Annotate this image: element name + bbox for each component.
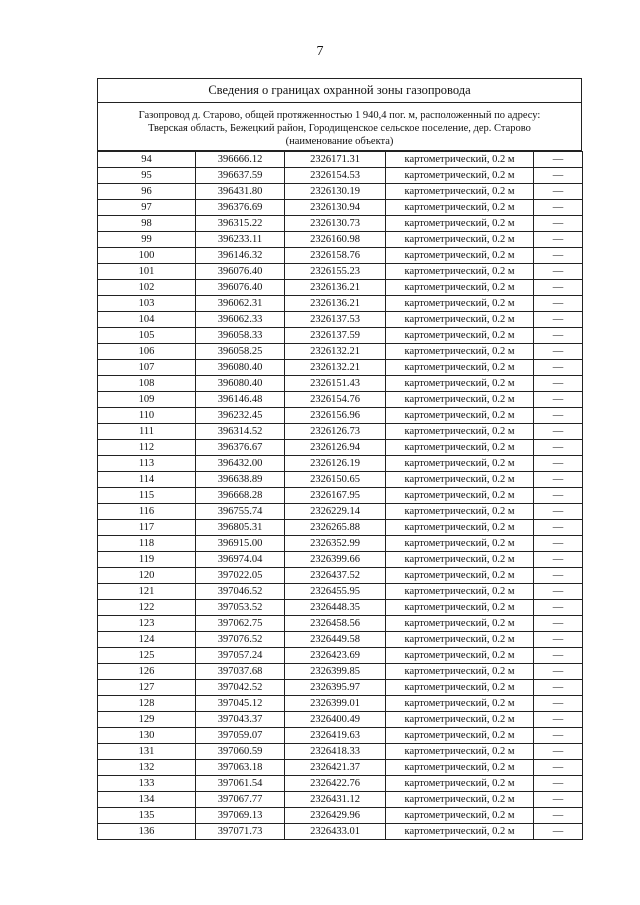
table-row: [98, 392, 583, 408]
point-number-cell: 104: [98, 312, 196, 328]
point-number-cell: 130: [98, 728, 196, 744]
y-coordinate-cell: 2326448.35: [285, 600, 386, 616]
description-line-2: Тверская область, Бежецкий район, Городищенское сельское поселение, дер. Старово: [148, 123, 531, 134]
x-coordinate-cell: 397046.52: [196, 584, 285, 600]
y-coordinate-cell: 2326265.88: [285, 520, 386, 536]
method-accuracy-cell: картометрический, 0.2 м: [386, 296, 534, 312]
point-number-cell: 131: [98, 744, 196, 760]
table-row: [98, 488, 583, 504]
table-row: [98, 312, 583, 328]
method-accuracy-cell: картометрический, 0.2 м: [386, 360, 534, 376]
x-coordinate-cell: 396058.25: [196, 344, 285, 360]
point-number-cell: 116: [98, 504, 196, 520]
y-coordinate-cell: 2326455.95: [285, 584, 386, 600]
table-row: [98, 456, 583, 472]
table-row: [98, 728, 583, 744]
description-caption: (наименование объекта): [285, 136, 394, 147]
note-cell: —: [534, 600, 583, 616]
object-description: [97, 103, 582, 151]
note-cell: —: [534, 584, 583, 600]
document-title: Сведения о границах охранной зоны газопровода: [97, 78, 582, 103]
table-row: [98, 504, 583, 520]
note-cell: —: [534, 744, 583, 760]
x-coordinate-cell: 397022.05: [196, 568, 285, 584]
note-cell: —: [534, 152, 583, 168]
point-number-cell: 94: [98, 152, 196, 168]
table-row: [98, 792, 583, 808]
method-accuracy-cell: картометрический, 0.2 м: [386, 648, 534, 664]
x-coordinate-cell: 396666.12: [196, 152, 285, 168]
method-accuracy-cell: картометрический, 0.2 м: [386, 424, 534, 440]
point-number-cell: 103: [98, 296, 196, 312]
point-number-cell: 120: [98, 568, 196, 584]
y-coordinate-cell: 2326151.43: [285, 376, 386, 392]
table-row: [98, 360, 583, 376]
method-accuracy-cell: картометрический, 0.2 м: [386, 664, 534, 680]
point-number-cell: 128: [98, 696, 196, 712]
table-row: [98, 200, 583, 216]
description-line-1: Газопровод д. Старово, общей протяженностью 1 940,4 пог. м, расположенный по адресу:: [138, 110, 541, 121]
point-number-cell: 106: [98, 344, 196, 360]
table-row: [98, 616, 583, 632]
y-coordinate-cell: 2326421.37: [285, 760, 386, 776]
method-accuracy-cell: картометрический, 0.2 м: [386, 504, 534, 520]
table-row: [98, 376, 583, 392]
x-coordinate-cell: 396233.11: [196, 232, 285, 248]
x-coordinate-cell: 397062.75: [196, 616, 285, 632]
note-cell: —: [534, 408, 583, 424]
method-accuracy-cell: картометрический, 0.2 м: [386, 552, 534, 568]
y-coordinate-cell: 2326158.76: [285, 248, 386, 264]
note-cell: —: [534, 424, 583, 440]
method-accuracy-cell: картометрический, 0.2 м: [386, 680, 534, 696]
point-number-cell: 134: [98, 792, 196, 808]
y-coordinate-cell: 2326399.01: [285, 696, 386, 712]
note-cell: —: [534, 680, 583, 696]
y-coordinate-cell: 2326399.85: [285, 664, 386, 680]
y-coordinate-cell: 2326155.23: [285, 264, 386, 280]
note-cell: —: [534, 568, 583, 584]
note-cell: —: [534, 520, 583, 536]
note-cell: —: [534, 536, 583, 552]
note-cell: —: [534, 648, 583, 664]
table-row: [98, 808, 583, 824]
method-accuracy-cell: картометрический, 0.2 м: [386, 168, 534, 184]
y-coordinate-cell: 2326418.33: [285, 744, 386, 760]
note-cell: —: [534, 696, 583, 712]
method-accuracy-cell: картометрический, 0.2 м: [386, 312, 534, 328]
x-coordinate-cell: 396755.74: [196, 504, 285, 520]
y-coordinate-cell: 2326156.96: [285, 408, 386, 424]
method-accuracy-cell: картометрический, 0.2 м: [386, 616, 534, 632]
x-coordinate-cell: 396668.28: [196, 488, 285, 504]
table-row: [98, 536, 583, 552]
y-coordinate-cell: 2326422.76: [285, 776, 386, 792]
point-number-cell: 96: [98, 184, 196, 200]
x-coordinate-cell: 396376.67: [196, 440, 285, 456]
method-accuracy-cell: картометрический, 0.2 м: [386, 824, 534, 840]
table-row: [98, 680, 583, 696]
method-accuracy-cell: картометрический, 0.2 м: [386, 760, 534, 776]
point-number-cell: 136: [98, 824, 196, 840]
x-coordinate-cell: 396637.59: [196, 168, 285, 184]
coordinates-table: [97, 151, 583, 840]
method-accuracy-cell: картометрический, 0.2 м: [386, 776, 534, 792]
point-number-cell: 135: [98, 808, 196, 824]
table-row: [98, 328, 583, 344]
y-coordinate-cell: 2326137.53: [285, 312, 386, 328]
method-accuracy-cell: картометрический, 0.2 м: [386, 792, 534, 808]
y-coordinate-cell: 2326167.95: [285, 488, 386, 504]
y-coordinate-cell: 2326437.52: [285, 568, 386, 584]
y-coordinate-cell: 2326399.66: [285, 552, 386, 568]
table-row: [98, 344, 583, 360]
y-coordinate-cell: 2326126.19: [285, 456, 386, 472]
method-accuracy-cell: картометрический, 0.2 м: [386, 568, 534, 584]
x-coordinate-cell: 396076.40: [196, 280, 285, 296]
point-number-cell: 125: [98, 648, 196, 664]
x-coordinate-cell: 396076.40: [196, 264, 285, 280]
note-cell: —: [534, 664, 583, 680]
y-coordinate-cell: 2326126.94: [285, 440, 386, 456]
y-coordinate-cell: 2326136.21: [285, 280, 386, 296]
note-cell: —: [534, 760, 583, 776]
x-coordinate-cell: 396080.40: [196, 376, 285, 392]
point-number-cell: 124: [98, 632, 196, 648]
note-cell: —: [534, 280, 583, 296]
x-coordinate-cell: 397037.68: [196, 664, 285, 680]
table-row: [98, 696, 583, 712]
note-cell: —: [534, 168, 583, 184]
method-accuracy-cell: картометрический, 0.2 м: [386, 584, 534, 600]
table-row: [98, 280, 583, 296]
table-row: [98, 632, 583, 648]
note-cell: —: [534, 328, 583, 344]
y-coordinate-cell: 2326150.65: [285, 472, 386, 488]
method-accuracy-cell: картометрический, 0.2 м: [386, 744, 534, 760]
note-cell: —: [534, 472, 583, 488]
point-number-cell: 109: [98, 392, 196, 408]
note-cell: —: [534, 456, 583, 472]
table-row: [98, 248, 583, 264]
table-row: [98, 472, 583, 488]
method-accuracy-cell: картометрический, 0.2 м: [386, 696, 534, 712]
method-accuracy-cell: картометрический, 0.2 м: [386, 248, 534, 264]
table-row: [98, 744, 583, 760]
x-coordinate-cell: 396146.48: [196, 392, 285, 408]
note-cell: —: [534, 824, 583, 840]
y-coordinate-cell: 2326126.73: [285, 424, 386, 440]
method-accuracy-cell: картометрический, 0.2 м: [386, 712, 534, 728]
y-coordinate-cell: 2326395.97: [285, 680, 386, 696]
note-cell: —: [534, 504, 583, 520]
x-coordinate-cell: 397059.07: [196, 728, 285, 744]
point-number-cell: 133: [98, 776, 196, 792]
y-coordinate-cell: 2326458.56: [285, 616, 386, 632]
note-cell: —: [534, 296, 583, 312]
note-cell: —: [534, 376, 583, 392]
y-coordinate-cell: 2326130.94: [285, 200, 386, 216]
x-coordinate-cell: 396638.89: [196, 472, 285, 488]
x-coordinate-cell: 397043.37: [196, 712, 285, 728]
method-accuracy-cell: картометрический, 0.2 м: [386, 232, 534, 248]
point-number-cell: 117: [98, 520, 196, 536]
method-accuracy-cell: картометрический, 0.2 м: [386, 728, 534, 744]
x-coordinate-cell: 397076.52: [196, 632, 285, 648]
note-cell: —: [534, 184, 583, 200]
x-coordinate-cell: 396315.22: [196, 216, 285, 232]
point-number-cell: 132: [98, 760, 196, 776]
point-number-cell: 123: [98, 616, 196, 632]
page-number: 7: [316, 44, 324, 59]
table-row: [98, 216, 583, 232]
x-coordinate-cell: 397069.13: [196, 808, 285, 824]
method-accuracy-cell: картометрический, 0.2 м: [386, 152, 534, 168]
note-cell: —: [534, 488, 583, 504]
x-coordinate-cell: 397060.59: [196, 744, 285, 760]
point-number-cell: 115: [98, 488, 196, 504]
y-coordinate-cell: 2326400.49: [285, 712, 386, 728]
note-cell: —: [534, 728, 583, 744]
table-row: [98, 568, 583, 584]
y-coordinate-cell: 2326431.12: [285, 792, 386, 808]
note-cell: —: [534, 616, 583, 632]
method-accuracy-cell: картометрический, 0.2 м: [386, 808, 534, 824]
x-coordinate-cell: 396431.80: [196, 184, 285, 200]
y-coordinate-cell: 2326136.21: [285, 296, 386, 312]
point-number-cell: 110: [98, 408, 196, 424]
coordinates-table-body: [98, 152, 583, 840]
note-cell: —: [534, 392, 583, 408]
note-cell: —: [534, 312, 583, 328]
table-row: [98, 168, 583, 184]
x-coordinate-cell: 396805.31: [196, 520, 285, 536]
y-coordinate-cell: 2326137.59: [285, 328, 386, 344]
y-coordinate-cell: 2326154.53: [285, 168, 386, 184]
x-coordinate-cell: 396432.00: [196, 456, 285, 472]
method-accuracy-cell: картометрический, 0.2 м: [386, 456, 534, 472]
x-coordinate-cell: 397045.12: [196, 696, 285, 712]
y-coordinate-cell: 2326171.31: [285, 152, 386, 168]
point-number-cell: 121: [98, 584, 196, 600]
y-coordinate-cell: 2326229.14: [285, 504, 386, 520]
point-number-cell: 97: [98, 200, 196, 216]
point-number-cell: 129: [98, 712, 196, 728]
point-number-cell: 108: [98, 376, 196, 392]
method-accuracy-cell: картометрический, 0.2 м: [386, 488, 534, 504]
point-number-cell: 105: [98, 328, 196, 344]
x-coordinate-cell: 397042.52: [196, 680, 285, 696]
y-coordinate-cell: 2326132.21: [285, 344, 386, 360]
method-accuracy-cell: картометрический, 0.2 м: [386, 632, 534, 648]
note-cell: —: [534, 200, 583, 216]
method-accuracy-cell: картометрический, 0.2 м: [386, 328, 534, 344]
note-cell: —: [534, 792, 583, 808]
table-row: [98, 648, 583, 664]
y-coordinate-cell: 2326160.98: [285, 232, 386, 248]
point-number-cell: 99: [98, 232, 196, 248]
method-accuracy-cell: картометрический, 0.2 м: [386, 200, 534, 216]
table-row: [98, 408, 583, 424]
note-cell: —: [534, 632, 583, 648]
y-coordinate-cell: 2326449.58: [285, 632, 386, 648]
point-number-cell: 98: [98, 216, 196, 232]
y-coordinate-cell: 2326154.76: [285, 392, 386, 408]
note-cell: —: [534, 344, 583, 360]
point-number-cell: 100: [98, 248, 196, 264]
table-row: [98, 520, 583, 536]
method-accuracy-cell: картометрический, 0.2 м: [386, 216, 534, 232]
x-coordinate-cell: 396080.40: [196, 360, 285, 376]
table-row: [98, 760, 583, 776]
y-coordinate-cell: 2326419.63: [285, 728, 386, 744]
table-row: [98, 184, 583, 200]
method-accuracy-cell: картометрический, 0.2 м: [386, 408, 534, 424]
method-accuracy-cell: картометрический, 0.2 м: [386, 600, 534, 616]
x-coordinate-cell: 396062.31: [196, 296, 285, 312]
point-number-cell: 122: [98, 600, 196, 616]
table-row: [98, 776, 583, 792]
point-number-cell: 127: [98, 680, 196, 696]
point-number-cell: 118: [98, 536, 196, 552]
y-coordinate-cell: 2326352.99: [285, 536, 386, 552]
note-cell: —: [534, 264, 583, 280]
table-row: [98, 264, 583, 280]
x-coordinate-cell: 396146.32: [196, 248, 285, 264]
x-coordinate-cell: 397061.54: [196, 776, 285, 792]
y-coordinate-cell: 2326433.01: [285, 824, 386, 840]
y-coordinate-cell: 2326130.19: [285, 184, 386, 200]
note-cell: —: [534, 712, 583, 728]
point-number-cell: 126: [98, 664, 196, 680]
note-cell: —: [534, 248, 583, 264]
y-coordinate-cell: 2326130.73: [285, 216, 386, 232]
table-row: [98, 152, 583, 168]
x-coordinate-cell: 396062.33: [196, 312, 285, 328]
table-row: [98, 440, 583, 456]
point-number-cell: 101: [98, 264, 196, 280]
point-number-cell: 95: [98, 168, 196, 184]
method-accuracy-cell: картометрический, 0.2 м: [386, 520, 534, 536]
method-accuracy-cell: картометрический, 0.2 м: [386, 440, 534, 456]
point-number-cell: 113: [98, 456, 196, 472]
y-coordinate-cell: 2326423.69: [285, 648, 386, 664]
point-number-cell: 119: [98, 552, 196, 568]
table-row: [98, 296, 583, 312]
point-number-cell: 111: [98, 424, 196, 440]
y-coordinate-cell: 2326429.96: [285, 808, 386, 824]
x-coordinate-cell: 396915.00: [196, 536, 285, 552]
note-cell: —: [534, 216, 583, 232]
method-accuracy-cell: картометрический, 0.2 м: [386, 264, 534, 280]
note-cell: —: [534, 808, 583, 824]
method-accuracy-cell: картометрический, 0.2 м: [386, 472, 534, 488]
x-coordinate-cell: 396314.52: [196, 424, 285, 440]
x-coordinate-cell: 396376.69: [196, 200, 285, 216]
table-row: [98, 712, 583, 728]
point-number-cell: 114: [98, 472, 196, 488]
x-coordinate-cell: 396058.33: [196, 328, 285, 344]
y-coordinate-cell: 2326132.21: [285, 360, 386, 376]
note-cell: —: [534, 552, 583, 568]
x-coordinate-cell: 396232.45: [196, 408, 285, 424]
method-accuracy-cell: картометрический, 0.2 м: [386, 536, 534, 552]
table-row: [98, 664, 583, 680]
method-accuracy-cell: картометрический, 0.2 м: [386, 392, 534, 408]
method-accuracy-cell: картометрический, 0.2 м: [386, 344, 534, 360]
method-accuracy-cell: картометрический, 0.2 м: [386, 376, 534, 392]
table-row: [98, 232, 583, 248]
note-cell: —: [534, 232, 583, 248]
method-accuracy-cell: картометрический, 0.2 м: [386, 184, 534, 200]
point-number-cell: 107: [98, 360, 196, 376]
note-cell: —: [534, 440, 583, 456]
table-row: [98, 824, 583, 840]
document-frame: [97, 78, 582, 840]
x-coordinate-cell: 397057.24: [196, 648, 285, 664]
x-coordinate-cell: 397053.52: [196, 600, 285, 616]
table-row: [98, 584, 583, 600]
x-coordinate-cell: 396974.04: [196, 552, 285, 568]
note-cell: —: [534, 360, 583, 376]
note-cell: —: [534, 776, 583, 792]
point-number-cell: 112: [98, 440, 196, 456]
table-row: [98, 424, 583, 440]
point-number-cell: 102: [98, 280, 196, 296]
x-coordinate-cell: 397071.73: [196, 824, 285, 840]
table-row: [98, 600, 583, 616]
x-coordinate-cell: 397067.77: [196, 792, 285, 808]
method-accuracy-cell: картометрический, 0.2 м: [386, 280, 534, 296]
table-row: [98, 552, 583, 568]
x-coordinate-cell: 397063.18: [196, 760, 285, 776]
